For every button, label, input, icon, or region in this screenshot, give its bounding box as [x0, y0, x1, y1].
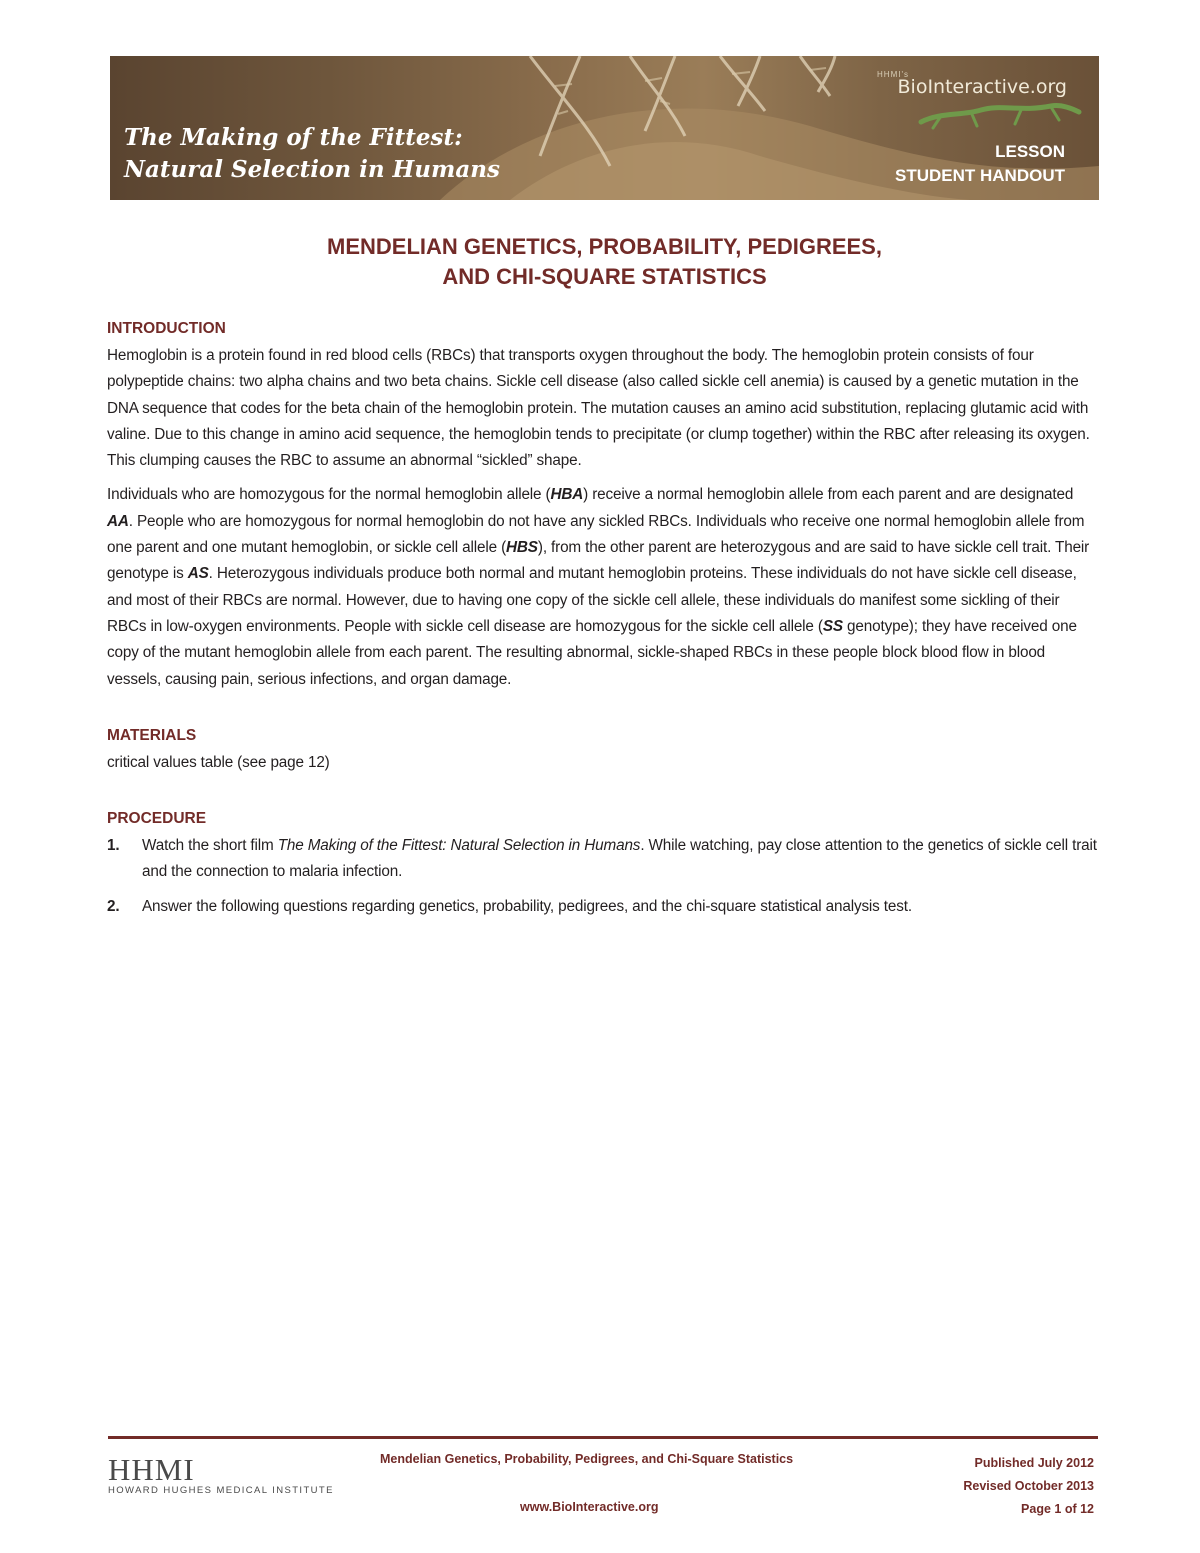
- page-number: Page 1 of 12: [1021, 1502, 1094, 1516]
- series-title-line2: Natural Selection in Humans: [124, 156, 500, 183]
- footer-publication-info: [963, 1452, 1094, 1521]
- introduction-paragraph-1: Hemoglobin is a protein found in red blood cells (RBCs) that transports oxygen throughout the body. The hemoglobin protein consists of four polypeptide chains: two alpha chains and two beta chains. Sickle cell disease (also called sickle cell anemia) is caused by a genetic mutation in the DNA sequence that codes for the beta chain of the hemoglobin protein. The mutation causes an amino acid substitution, replacing glutamic acid with valine. Due to this change in amino acid sequence, the hemoglobin tends to precipitate (or clump together) within the RBC after releasing its oxygen. This clumping causes the RBC to assume an abnormal “sickled” shape.: [107, 347, 1090, 470]
- page-title-line2: AND CHI-SQUARE STATISTICS: [442, 264, 767, 289]
- step-number: 1.: [107, 837, 120, 855]
- introduction-paragraph-2: [107, 482, 1097, 692]
- genotype-as: AS: [187, 565, 209, 583]
- genotype-aa: AA: [107, 512, 129, 530]
- step-number: 2.: [107, 897, 120, 915]
- header-banner: [110, 56, 1099, 200]
- step-text: [142, 833, 1097, 886]
- materials-heading: MATERIALS: [107, 726, 197, 744]
- film-title: The Making of the Fittest: Natural Selection in Humans: [277, 837, 641, 855]
- gecko-icon: [901, 82, 1091, 132]
- footer-divider: [108, 1436, 1098, 1439]
- p2-text-5: . Heterozygous individuals produce both normal and mutant hemoglobin proteins. These individuals do not have sickle cell disease, and most of their RBCs are normal. However, due to having one copy of the sickle cell allele, these individuals do manifest some sickling of their RBCs in low-oxygen environments. People with sickle cell disease are homozygous for the sickle cell allele (: [107, 565, 1077, 635]
- page-title-line1: MENDELIAN GENETICS, PROBABILITY, PEDIGREES,: [327, 234, 882, 259]
- document-type-label: [895, 140, 1065, 188]
- genotype-ss: SS: [822, 617, 843, 635]
- p2-text-1: Individuals who are homozygous for the normal hemoglobin allele (: [107, 486, 551, 504]
- main-content: [107, 318, 1097, 928]
- series-title-line1: The Making of the Fittest:: [124, 124, 463, 151]
- introduction-heading: INTRODUCTION: [107, 320, 226, 337]
- footer-url: www.BioInteractive.org: [520, 1500, 659, 1514]
- procedure-step-1: [107, 833, 1097, 886]
- materials-text: critical values table (see page 12): [107, 753, 330, 771]
- hhmi-logo: HHMI: [108, 1452, 195, 1487]
- series-title: [124, 122, 500, 186]
- p2-text-3: . People who are homozygous for normal hemoglobin do not have any sickled RBCs. Individuals who receive one normal hemoglobin allele from one parent and one mutant hemoglobin, or sickle cell allele (: [107, 512, 1085, 557]
- procedure-heading: PROCEDURE: [107, 810, 207, 828]
- step1-text-1: Watch the short film: [142, 837, 278, 855]
- label-student-handout: STUDENT HANDOUT: [895, 166, 1065, 185]
- p2-text-4: ), from the other parent are heterozygous and are said to have sickle cell trait. Their genotype is: [107, 539, 1090, 583]
- footer-document-name: Mendelian Genetics, Probability, Pedigrees, and Chi-Square Statistics: [380, 1452, 794, 1466]
- allele-hbs: HBS: [506, 539, 538, 557]
- allele-hba: HBA: [550, 486, 584, 504]
- hhmi-logo-subtitle: HOWARD HUGHES MEDICAL INSTITUTE: [108, 1485, 334, 1496]
- procedure-list: [107, 833, 1097, 920]
- label-lesson: LESSON: [995, 142, 1065, 161]
- biointeractive-logo: BioInteractive.org: [897, 76, 1067, 98]
- published-date: Published July 2012: [974, 1456, 1094, 1470]
- p2-text-6: genotype); they have received one copy of the mutant hemoglobin allele from each parent. The resulting abnormal, sickle-shaped RBCs in these people block blood flow in blood vessels, causing pain, serious infections, and organ damage.: [107, 617, 1077, 688]
- p2-text-2: ) receive a normal hemoglobin allele from each parent and are designated: [583, 486, 1074, 504]
- revised-date: Revised October 2013: [963, 1479, 1094, 1493]
- procedure-step-2: [107, 894, 1097, 920]
- logo-hhmi-small: HHMI's: [877, 70, 909, 79]
- page-title: [110, 232, 1099, 292]
- step-text: Answer the following questions regarding genetics, probability, pedigrees, and the chi-square statistical analysis test.: [142, 897, 912, 915]
- step1-text-2: . While watching, pay close attention to the genetics of sickle cell trait and the connection to malaria infection.: [142, 837, 1097, 881]
